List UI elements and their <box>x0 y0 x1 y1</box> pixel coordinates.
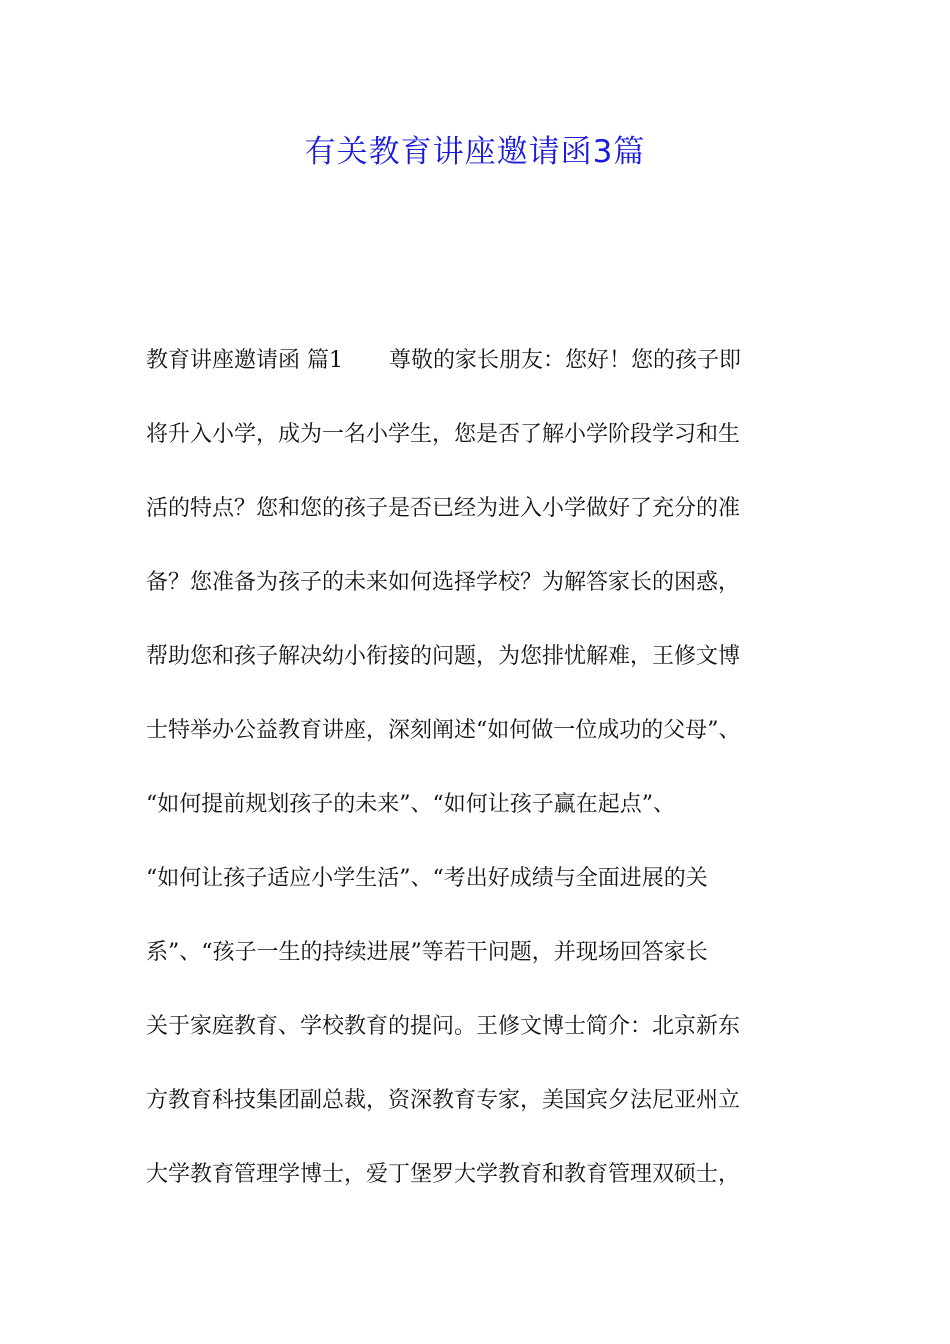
paragraph-line: 备？您准备为孩子的未来如何选择学校？为解答家长的困惑， <box>146 570 741 595</box>
document-title: 有关教育讲座邀请函3篇 <box>304 134 646 170</box>
paragraph-line: 帮助您和孩子解决幼小衔接的问题，为您排忧解难，王修文博 <box>146 644 741 669</box>
paragraph-line: 系”、“孩子一生的持续进展”等若干问题，并现场回答家长 <box>146 940 708 965</box>
paragraph-line: 活的特点？您和您的孩子是否已经为进入小学做好了充分的准 <box>146 496 741 521</box>
paragraph-line: 方教育科技集团副总裁，资深教育专家，美国宾夕法尼亚州立 <box>146 1088 741 1113</box>
section-heading-label: 教育讲座邀请函 篇1 <box>146 348 343 373</box>
body-paragraph <box>146 336 836 1224</box>
paragraph-line: 关于家庭教育、学校教育的提问。王修文博士简介：北京新东 <box>146 1014 741 1039</box>
paragraph-line <box>146 336 836 410</box>
paragraph-line: “如何让孩子适应小学生活”、“考出好成绩与全面进展的关 <box>146 866 708 891</box>
paragraph-line: 士特举办公益教育讲座，深刻阐述“如何做一位成功的父母”、 <box>146 718 741 743</box>
paragraph-line: “如何提前规划孩子的未来”、“如何让孩子赢在起点”、 <box>146 792 675 817</box>
paragraph-line: 将升入小学，成为一名小学生，您是否了解小学阶段学习和生 <box>146 422 741 447</box>
paragraph-text: 尊敬的家长朋友：您好！您的孩子即 <box>389 348 742 373</box>
paragraph-line: 大学教育管理学博士，爱丁堡罗大学教育和教育管理双硕士， <box>146 1162 741 1187</box>
